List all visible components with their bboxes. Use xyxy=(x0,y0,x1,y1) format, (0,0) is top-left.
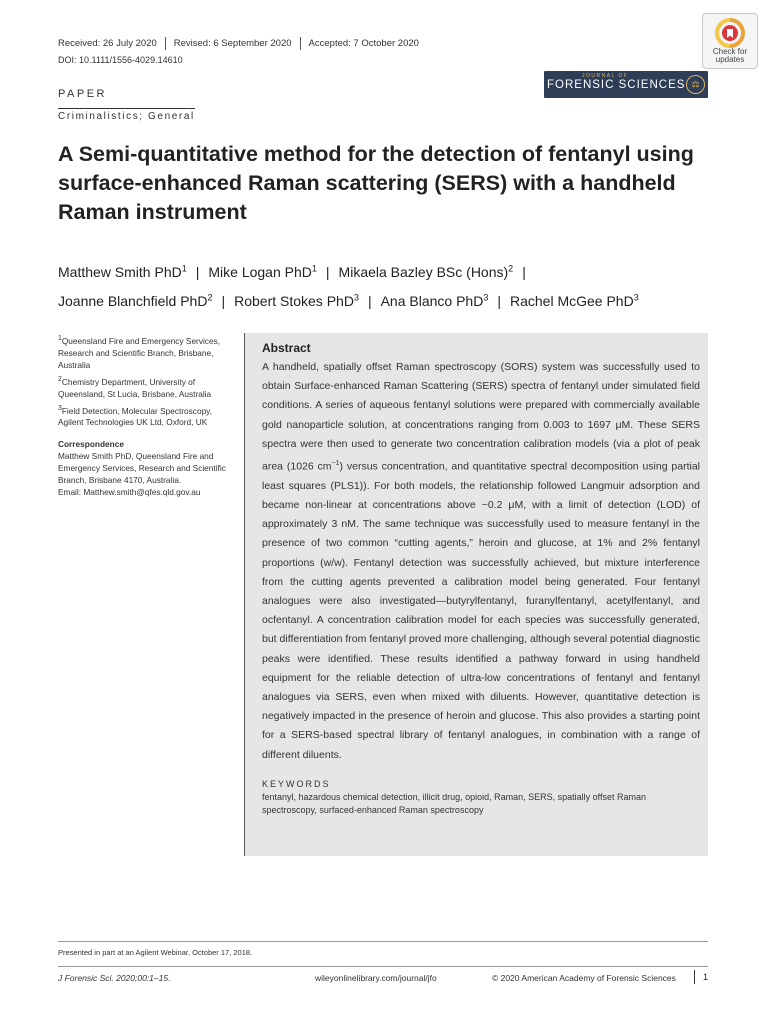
author[interactable]: Joanne Blanchfield PhD$^2$ xyxy=(58,292,213,310)
check-updates-label-1: Check for xyxy=(712,47,748,56)
article-dates xyxy=(58,37,427,50)
footnote-divider xyxy=(58,941,708,942)
correspondence-email[interactable]: Email: Matthew.smith@qfes.qld.gov.au xyxy=(58,487,201,498)
keywords-text: fentanyl, hazardous chemical detection, illicit drug, opioid, Raman, SERS, spatially offset Raman spectroscopy, surfaced-enhanced Raman spectroscopy xyxy=(262,791,647,815)
abstract-heading: Abstract xyxy=(262,341,311,355)
author-list: Matthew Smith PhD$^1$ | Mike Logan PhD$^1$ | Mikaela Bazley BSc (Hons)$^2$ | Joanne Blanchfield PhD$^2$ | Robert Stokes PhD$^3$ | Ana Blanco PhD$^3$ | Rachel McGee PhD$^3$ xyxy=(58,263,639,310)
author[interactable]: Matthew Smith PhD$^1$ xyxy=(58,263,187,280)
accepted-date: Accepted: 7 October 2020 xyxy=(308,38,419,49)
affiliation-1: $^1$Queensland Fire and Emergency Services, Research and Scientific Branch, Brisbane, Australia xyxy=(58,335,221,370)
received-date: Received: 26 July 2020 xyxy=(58,37,166,50)
keywords-heading: KEYWORDS xyxy=(262,778,331,789)
article-type: PAPER xyxy=(58,88,107,100)
correspondence-heading: Correspondence xyxy=(58,439,124,450)
page-number: 1 xyxy=(694,970,708,984)
journal-logo-small-text: JOURNAL OF xyxy=(582,73,629,79)
correspondence-text: Matthew Smith PhD, Queensland Fire and Emergency Services, Research and Scientific Branch, Brisbane 4170, Australia. xyxy=(58,451,226,486)
affiliation-2: $^2$Chemistry Department, University of Queensland, St Lucia, Brisbane, Australia xyxy=(58,375,212,399)
author[interactable]: Ana Blanco PhD$^3$ xyxy=(380,292,489,310)
journal-citation: J Forensic Sci. 2020;00:1–15. xyxy=(58,973,171,983)
author[interactable]: Robert Stokes PhD$^3$ xyxy=(234,292,359,310)
journal-logo[interactable] xyxy=(544,71,708,98)
author[interactable]: Mikaela Bazley BSc (Hons)$^2$ xyxy=(338,263,514,280)
affiliations xyxy=(58,333,236,498)
doi-link[interactable]: DOI: 10.1111/1556-4029.14610 xyxy=(58,55,183,65)
check-updates-label-2: updates xyxy=(715,55,745,64)
footnote: Presented in part at an Agilent Webinar, October 17, 2018. xyxy=(58,948,253,957)
abstract-text: A handheld, spatially offset Raman spectroscopy (SORS) system was successfully used to obtain Surface-enhanced Raman Scattering (SERS) spectra of fentanyl under simulated field conditions. A series of aqueous fentanyl solutions were prepared with commercially available gold nanoparticle solution, at concentrations ranging from 0.003 to 1697 μM. These SERS spectra were then used to generate two concentration calibration models (via a plot of peak area (1026 $cm^{-1}$) versus concentration, and quantitative spectral decomposition using partial least squares (PLS1)). For both models, the relationship followed Langmuir adsorption and became non-linear at concentrations above ~0.2 μM, with a limit of detection (LOD) of approximately 3 nM. The same technique was successfully used to measure fentanyl in the presence of two common “cutting agents,” heroin and glucose, at 1% and 2% fentanyl proportions (w/w). Fentanyl detection was successfully achieved, but mixture interference from the cutting agents prevented a calibration model being generated. Four fentanyl analogues were also investigated—butyrylfentanyl, furanylfentanyl, acetylfentanyl, and ocfentanyl. A concentration calibration model for each species was successfully generated, but differentiation from fentanyl proved more challenging, although several potential diagnostic peaks were identified. These results identified a pathway forward in using handheld equipment for the reliable detection of ultra-low concentrations of fentanyl and fentanyl analogues via SERS, even when mixed with diluents. However, quantitative detection is negatively impacted in the presence of heroin and glucose. This also provides a starting point for a SERS-based spectral library of fentanyl analogues, in combination with a range of different diluents. xyxy=(262,361,700,761)
journal-emblem-icon: ⚖ xyxy=(686,75,705,94)
journal-logo-name: FORENSIC SCIENCES xyxy=(547,79,686,91)
author[interactable]: Rachel McGee PhD$^3$ xyxy=(509,292,639,310)
article-title: A Semi-quantitative method for the detection of fentanyl using surface-enhanced Raman scattering (SERS) with a handheld Raman instrument xyxy=(58,142,694,224)
affiliation-3: $^3$Field Detection, Molecular Spectroscopy, Agilent Technologies UK Ltd, Oxford, UK xyxy=(58,404,213,428)
abstract-box xyxy=(244,333,708,856)
author[interactable]: Mike Logan PhD$^1$ xyxy=(208,263,317,280)
revised-date: Revised: 6 September 2020 xyxy=(166,37,301,50)
check-updates-icon xyxy=(715,18,745,48)
article-subject: Criminalistics; General xyxy=(58,108,195,122)
copyright: © 2020 American Academy of Forensic Sciences xyxy=(492,973,676,983)
footer-divider xyxy=(58,966,708,967)
check-for-updates-button[interactable] xyxy=(702,13,758,69)
journal-url[interactable]: wileyonlinelibrary.com/journal/jfo xyxy=(315,973,437,983)
